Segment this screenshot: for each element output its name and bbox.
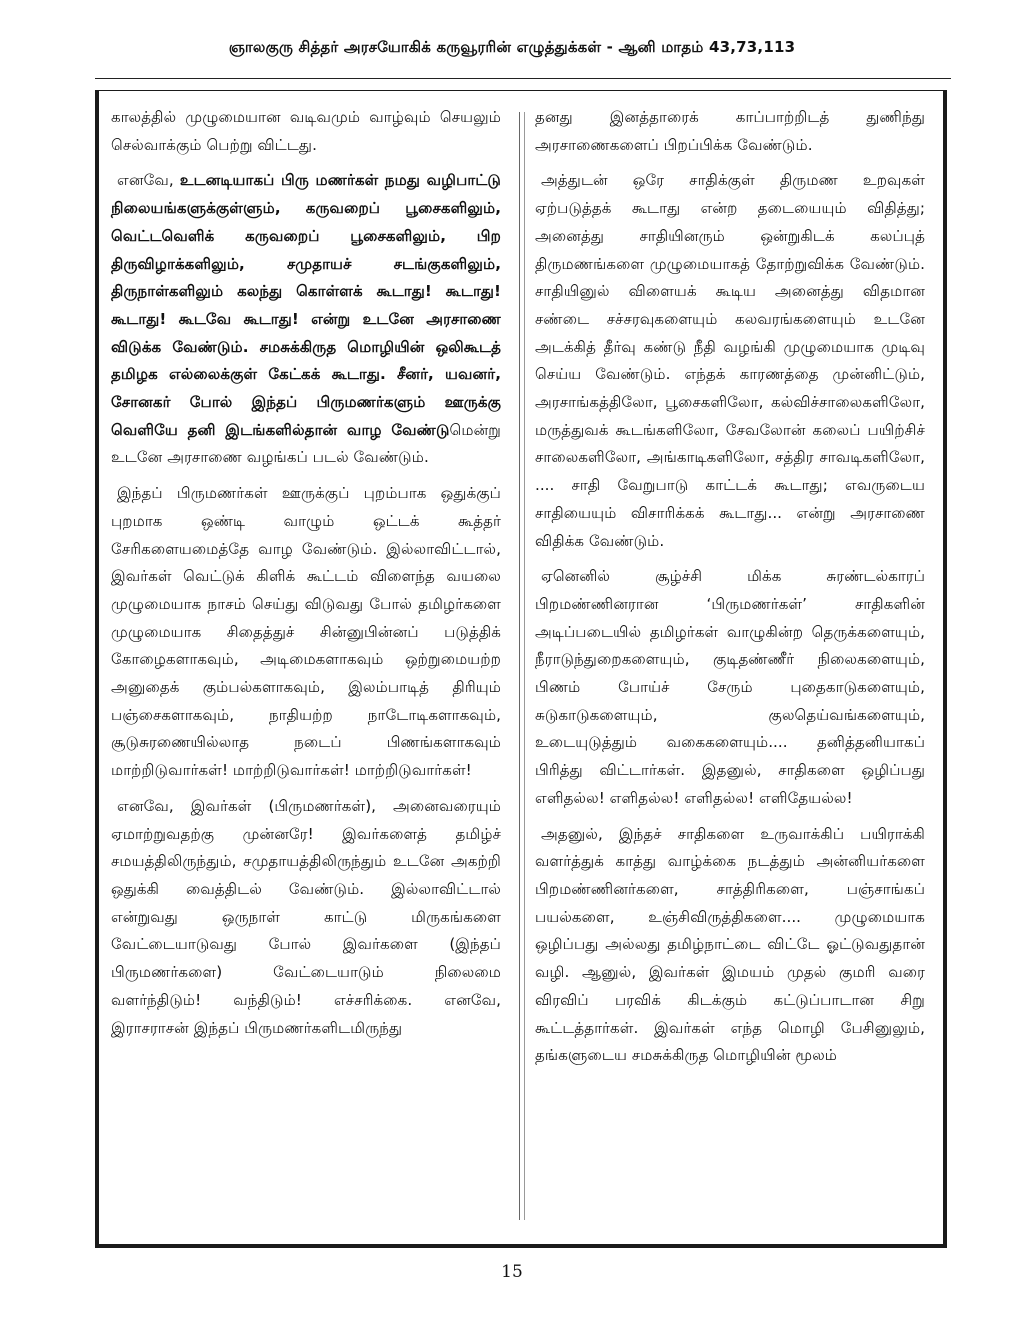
paragraph: எனவே, இவர்கள் (பிருமணர்கள்), அனைவரையும் ஏமாற்றுவதற்கு முன்னரே! இவர்களைத் தமிழ்ச் சமயத்திலிருந்தும், சமுதாயத்திலிருந்தும் உடனே அகற்றி ஒதுக்கி வைத்திடல் வேண்டும். இல்லாவிட்டால் என்றுவது ஒருநாள் காட்டு மிருகங்களை வேட்டையாடுவது போல் இவர்களை (இந்தப் பிருமணர்களை) வேட்டையாடும் நிலைமை வளர்ந்திடும்! வந்திடும்! எச்சரிக்கை. எனவே, இராசராசன் இந்தப் பிருமணர்களிடமிருந்து (111, 796, 501, 1037)
right-column (535, 104, 925, 1078)
header-rule (95, 78, 951, 79)
paragraph: அதனுல், இந்தச் சாதிகளை உருவாக்கிப் பயிராக்கி வளர்த்துக் காத்து வாழ்க்கை நடத்தும் அன்னியர்களை பிறமண்ணினர்களை, சாத்திரிகளை, பஞ்சாங்கப் பயல்களை, உஞ்சிவிருத்திகளை.... முழுமையாக ஒழிப்பது அல்லது தமிழ்நாட்டை விட்டே ஓட்டுவதுதான் வழி. ஆனுல், இவர்கள் இமயம் முதல் குமரி வரை விரவிப் பரவிக் கிடக்கும் கட்டுப்பாடான சிறு கூட்டத்தார்கள். இவர்கள் எந்த மொழி பேசினுலும், தங்களுடைய சமசுக்கிருத மொழியின் மூலம் (535, 824, 925, 1065)
paragraph: தனது இனத்தாரைக் காப்பாற்றிடத் துணிந்து அரசாணைகளைப் பிறப்பிக்க வேண்டும். (535, 108, 925, 154)
paragraph: ஏனெனில் சூழ்ச்சி மிக்க சுரண்டல்காரப் பிறமண்ணினரான ‘பிருமணர்கள்’ சாதிகளின் அடிப்படையில் தமிழர்கள் வாழுகின்ற தெருக்களையும், நீராடுந்துறைகளையும், குடிதண்ணீர் நிலைகளையும், பிணம் போய்ச் சேரும் புதைகாடுகளையும், சுடுகாடுகளையும், குலதெய்வங்களையும், உடையுடுத்தும் வகைகளையும்.... தனித்தனியாகப் பிரித்து விட்டார்கள். இதனுல், சாதிகளை ஒழிப்பது எளிதல்ல! எளிதல்ல! எளிதல்ல! எளிதேயல்ல! (535, 567, 925, 807)
bold-passage: உடனடியாகப் பிரு மணர்கள் நமது வழிபாட்டு நிலையங்களுக்குள்ளும், கருவறைப் பூசைகளிலும், வெட்டவெளிக் கருவறைப் பூசைகளிலும், பிற திருவிழாக்களிலும், சமுதாயச் சடங்குகளிலும், திருநாள்களிலும் கலந்து கொள்ளக் கூடாது! கூடாது! கூடாது! கூடவே கூடாது! என்று உடனே அரசாணை விடுக்க வேண்டும். சமசுக்கிருத மொழியின் ஒலிகூடத் தமிழக எல்லைக்குள் கேட்கக் கூடாது. சீனர், யவனர், சோனகர் போல் இந்தப் பிருமணர்களும் ஊருக்கு வெளியே தனி இடங்களில்தான் வாழ வேண்டு (111, 171, 501, 439)
paragraph: அத்துடன் ஒரே சாதிக்குள் திருமண உறவுகள் ஏற்படுத்தக் கூடாது என்ற தடையையும் விதித்து; அனைத்து சாதியினரும் ஒன்றுகிடக் கலப்புத் திருமணங்களை முழுமையாகத் தோற்றுவிக்க வேண்டும். சாதியினுல் விளையக் கூடிய அனைத்து விதமான சண்டை சச்சரவுகளையும் கலவரங்களையும் உடனே அடக்கித் தீர்வு கண்டு நீதி வழங்கி முழுமையாக முடிவு செய்ய வேண்டும். எந்தக் காரணத்தை முன்னிட்டும், அரசாங்கத்திலோ, பூசைகளிலோ, கல்விச்சாலைகளிலோ, மருத்துவக் கூடங்களிலோ, சேவலோன் கலைப் பயிற்சிச் சாலைகளிலோ, அங்காடிகளிலோ, சத்திர சாவடிகளிலோ, .... சாதி வேறுபாடு காட்டக் கூடாது; எவருடைய சாதியையும் விசாரிக்கக் கூடாது... என்று அரசாணை விதிக்க வேண்டும். (535, 171, 925, 550)
left-column (111, 104, 501, 1050)
column-divider (519, 112, 520, 1220)
paragraph-emphasis (111, 167, 501, 472)
paragraph: காலத்தில் முழுமையான வடிவமும் வாழ்வும் செயலும் செல்வாக்கும் பெற்று விட்டது. (111, 108, 501, 154)
running-header: ஞாலகுரு சித்தர் அரசயோகிக் கருவூரரின் எழுத்துக்கள் - ஆனி மாதம் 43,73,113 (228, 38, 796, 56)
paragraph-tail: மென்று உடனே அரசாணை வழங்கப் படல் வேண்டும். (111, 420, 501, 467)
column-divider-inner (524, 112, 525, 1220)
paragraph-intro: எனவே, (117, 171, 180, 190)
page-number: 15 (501, 1262, 523, 1282)
paragraph: இந்தப் பிருமணர்கள் ஊருக்குப் புறம்பாக ஒதுக்குப் புறமாக ஒண்டி வாழும் ஒட்டக் கூத்தர் சேரிகளையமைத்தே வாழ வேண்டும். இல்லாவிட்டால், இவர்கள் வெட்டுக் கிளிக் கூட்டம் விளைந்த வயலை முழுமையாக நாசம் செய்து விடுவது போல் தமிழர்களை முழுமையாக சிதைத்துச் சின்னுபின்னப் படுத்திக் கோழைகளாகவும், அடிமைகளாகவும் ஒற்றுமையற்ற அனுதைக் கும்பல்களாகவும், இலம்பாடித் திரியும் பஞ்சைகளாகவும், நாதியற்ற நாடோடிகளாகவும், சூடுசுரணையில்லாத நடைப் பிணங்களாகவும் மாற்றிடுவார்கள்! மாற்றிடுவார்கள்! மாற்றிடுவார்கள்! (111, 484, 501, 780)
